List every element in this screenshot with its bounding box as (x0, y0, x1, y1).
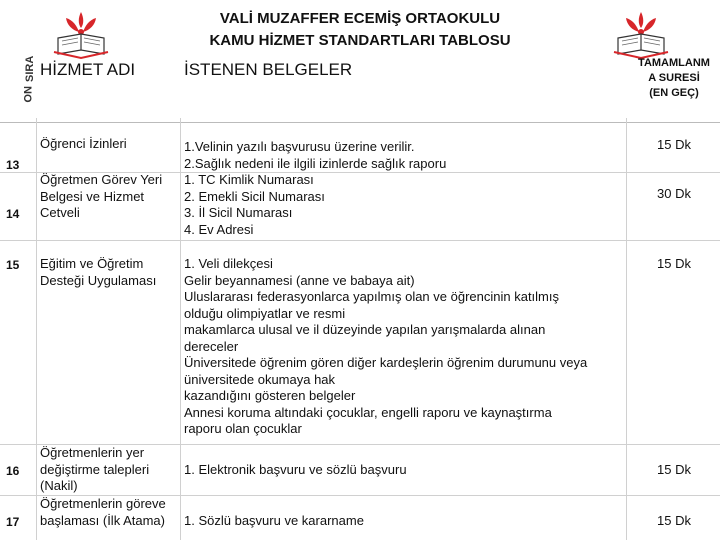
row-13-service: Öğrenci İzinleri (40, 136, 127, 151)
row-16-documents: 1. Elektronik başvuru ve sözlü başvuru (184, 462, 407, 477)
row-13-number: 13 (6, 158, 20, 172)
column-divider (180, 118, 181, 540)
row-15-duration: 15 Dk (657, 256, 691, 271)
column-header-tamamlanma-suresi: TAMAMLANM A SURESİ (EN GEÇ) (638, 57, 710, 99)
row-16-duration: 15 Dk (657, 462, 691, 477)
column-divider (36, 118, 37, 540)
title-line-2: KAMU HİZMET STANDARTLARI TABLOSU (209, 32, 511, 49)
meb-logo-left (48, 8, 114, 64)
row-15-documents: 1. Veli dilekçesi Gelir beyannamesi (anne ve babaya ait) Uluslararası federasyonlarca yapılmış olan ve öğrencinin katılmış olduğu olimpiyatlar ve resmi makamlarca ulusal ve il düzeyinde yapılan yarışmalarda alınan dereceler Üniversitede öğrenim gören diğer kardeşlerin öğrenim durumunu veya üniversitede okumaya hak kazandığını gösteren belgeler Annesi koruma altındaki çocuklar, engelli raporu ve kaynaştırma raporu olan çocuklar (184, 256, 588, 436)
row-17-documents: 1. Sözlü başvuru ve kararname (184, 513, 364, 528)
row-14-number: 14 (6, 207, 20, 221)
row-16-number: 16 (6, 464, 20, 478)
column-header-no: NO (21, 86, 33, 103)
row-13-duration: 15 Dk (657, 137, 691, 152)
page-title (140, 8, 580, 52)
row-17-number: 17 (6, 515, 20, 529)
row-13-documents: 1.Velinin yazılı başvurusu üzerine verilir. 2.Sağlık nedeni ile ilgili izinlerde sağlık raporu (184, 139, 447, 171)
row-14-service: Öğretmen Görev Yeri Belgesi ve Hizmet Cetveli (40, 172, 163, 220)
header-divider (0, 122, 720, 123)
title-line-1: VALİ MUZAFFER ECEMİŞ ORTAOKULU (219, 10, 501, 27)
column-divider (626, 118, 627, 540)
row-17-service: Öğretmenlerin göreve başlaması (İlk Atama) (40, 496, 166, 528)
row-15-number: 15 (6, 258, 20, 272)
row-divider (0, 240, 720, 241)
row-17-duration: 15 Dk (657, 513, 691, 528)
column-header-sira: SIRA (24, 55, 36, 82)
row-16-service: Öğretmenlerin yer değiştirme talepleri (Nakil) (40, 445, 150, 493)
row-14-duration: 30 Dk (657, 186, 691, 201)
row-15-service: Eğitim ve Öğretim Desteği Uygulaması (40, 256, 157, 288)
column-header-hizmet-adi: HİZMET ADI (40, 60, 136, 79)
column-header-istenen-belgeler: İSTENEN BELGELER (184, 60, 353, 79)
row-14-documents: 1. TC Kimlik Numarası 2. Emekli Sicil Numarası 3. İl Sicil Numarası 4. Ev Adresi (184, 172, 325, 237)
